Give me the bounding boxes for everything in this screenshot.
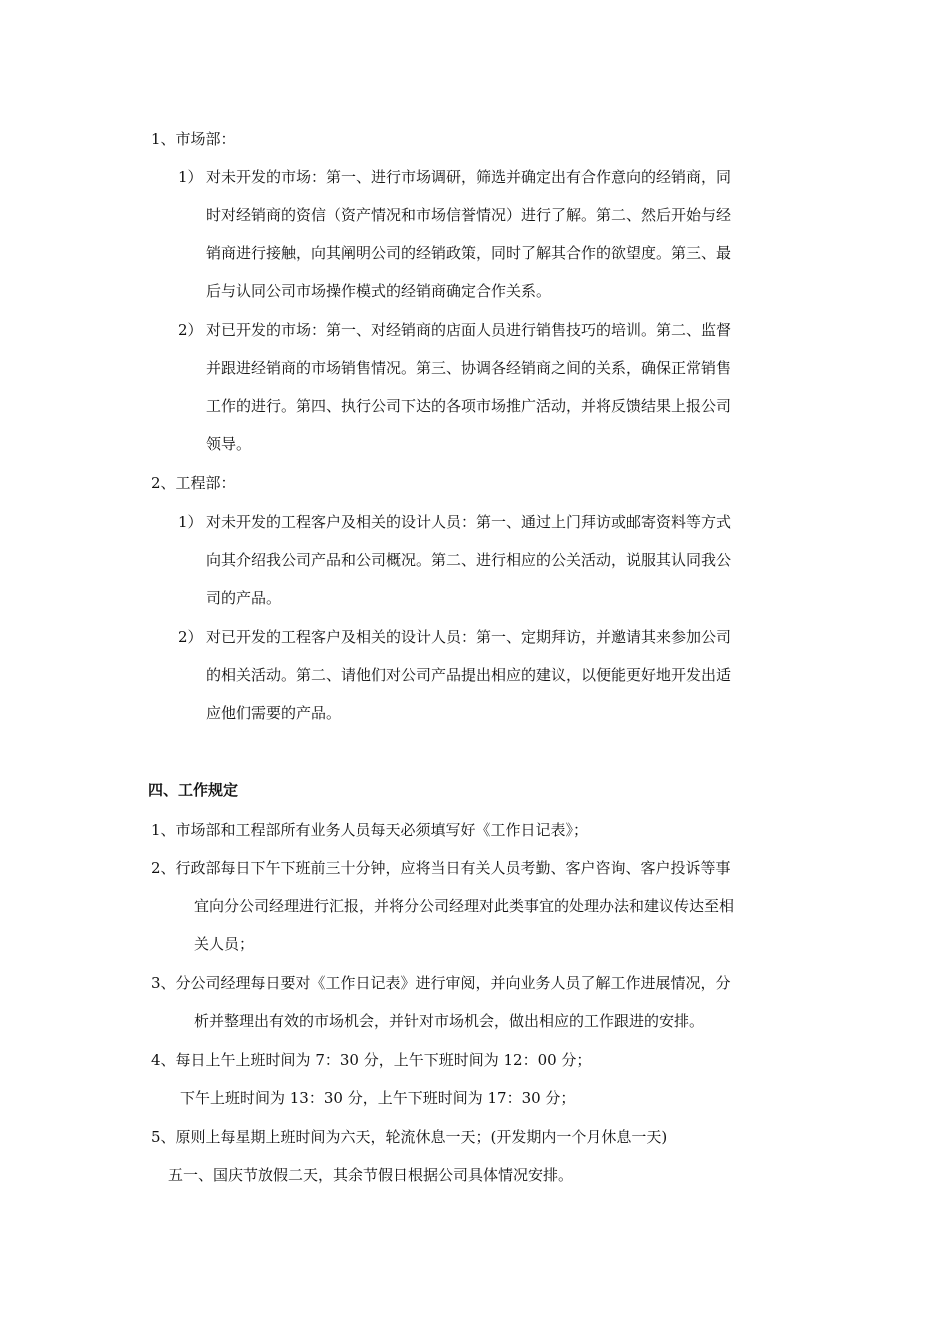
rule-5-line-1: 5、原则上每星期上班时间为六天，轮流休息一天；(开发期内一个月休息一天): [151, 1128, 668, 1146]
engineering-item-1-line-2: 向其介绍我公司产品和公司概况。第二、进行相应的公关活动，说服其认同我公: [206, 551, 732, 569]
engineering-item-2-line-2: 的相关活动。第二、请他们对公司产品提出相应的建议，以便能更好地开发出适: [206, 666, 732, 684]
market-item-1-line-3: 销商进行接触，向其阐明公司的经销政策，同时了解其合作的欲望度。第三、最: [206, 244, 732, 262]
work-rules-heading: 四、工作规定: [148, 781, 239, 799]
market-item-2-line-2: 并跟进经销商的市场销售情况。第三、协调各经销商之间的关系，确保正常销售: [206, 359, 732, 377]
market-item-1-line-4: 后与认同公司市场操作模式的经销商确定合作关系。: [206, 282, 552, 300]
rule-3-line-2: 析并整理出有效的市场机会，并针对市场机会，做出相应的工作跟进的安排。: [194, 1012, 705, 1030]
market-item-2-line-1: 对已开发的市场：第一、对经销商的店面人员进行销售技巧的培训。第二、监督: [206, 321, 732, 339]
rule-5-line-2: 五一、国庆节放假二天，其余节假日根据公司具体情况安排。: [168, 1166, 574, 1184]
market-item-1-marker: 1）: [178, 168, 203, 186]
market-section-title: 1、市场部：: [151, 130, 236, 148]
market-item-2-line-3: 工作的进行。第四、执行公司下达的各项市场推广活动，并将反馈结果上报公司: [206, 397, 732, 415]
rule-4-line-1: 4、每日上午上班时间为 7：30 分，上午下班时间为 12：00 分；: [151, 1051, 592, 1069]
engineering-section-title: 2、工程部：: [151, 474, 236, 492]
rule-2-line-1: 2、行政部每日下午下班前三十分钟，应将当日有关人员考勤、客户咨询、客户投诉等事: [151, 859, 731, 877]
rule-1: 1、市场部和工程部所有业务人员每天必须填写好《工作日记表》；: [151, 821, 589, 839]
market-item-1-line-1: 对未开发的市场：第一、进行市场调研，筛选并确定出有合作意向的经销商，同: [206, 168, 732, 186]
engineering-item-2-line-1: 对已开发的工程客户及相关的设计人员：第一、定期拜访，并邀请其来参加公司: [206, 628, 732, 646]
market-item-2-line-4: 领导。: [206, 435, 252, 453]
rule-2-line-3: 关人员；: [194, 935, 255, 953]
engineering-item-1-line-1: 对未开发的工程客户及相关的设计人员：第一、通过上门拜访或邮寄资料等方式: [206, 513, 732, 531]
rule-3-line-1: 3、分公司经理每日要对《工作日记表》进行审阅，并向业务人员了解工作进展情况，分: [151, 974, 731, 992]
rule-2-line-2: 宜向分公司经理进行汇报，并将分公司经理对此类事宜的处理办法和建议传达至相: [194, 897, 735, 915]
engineering-item-1-line-3: 司的产品。: [206, 589, 282, 607]
market-item-2-marker: 2）: [178, 321, 203, 339]
engineering-item-1-marker: 1）: [178, 513, 203, 531]
rule-4-line-2: 下午上班时间为 13：30 分，上午下班时间为 17：30 分；: [180, 1089, 576, 1107]
market-item-1-line-2: 时对经销商的资信（资产情况和市场信誉情况）进行了解。第二、然后开始与经: [206, 206, 732, 224]
engineering-item-2-marker: 2）: [178, 628, 203, 646]
engineering-item-2-line-3: 应他们需要的产品。: [206, 704, 342, 722]
